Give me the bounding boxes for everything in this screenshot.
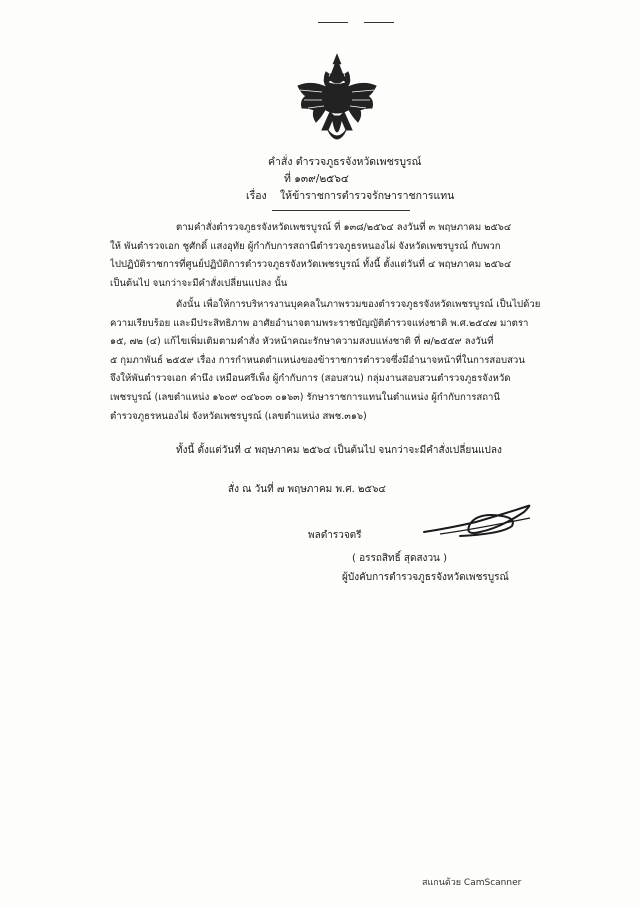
paragraph-line: จึงให้พันตำรวจเอก คำนึง เหมือนศรีเพ็ง ผู้กำกับการ (สอบสวน) กลุ่มงานสอบสวนตำรวจภูธรจังหวัด xyxy=(110,373,511,385)
order-date-line: สั่ง ณ วันที่ ๗ พฤษภาคม พ.ศ. ๒๕๖๔ xyxy=(228,484,386,495)
signature-image xyxy=(420,498,535,540)
signer-name: ( อรรถสิทธิ์ สุดสงวน ) xyxy=(352,553,447,564)
paragraph-line: ความเรียบร้อย และมีประสิทธิภาพ อาศัยอำนาจตามพระราชบัญญัติตำรวจแห่งชาติ พ.ศ.๒๕๔๗ มาตรา xyxy=(110,317,529,329)
signer-rank: พลตำรวจตรี xyxy=(308,530,362,541)
paragraph-line: ๑๕, ๗๒ (๔) แก้ไขเพิ่มเติมตามคำสั่ง หัวหน้าคณะรักษาความสงบแห่งชาติ ที่ ๗/๒๕๕๙ ลงวันที่ xyxy=(110,336,494,348)
header-divider xyxy=(272,210,410,211)
paragraph-line: ดังนั้น เพื่อให้การบริหารงานบุคคลในภาพรวมของตำรวจภูธรจังหวัดเพชรบูรณ์ เป็นไปด้วย xyxy=(176,299,540,310)
subject-label: เรื่อง xyxy=(246,190,267,202)
paragraph-line: เพชรบูรณ์ (เลขตำแหน่ง ๑๖๐๙ ๐๔๖๐๓ ๐๑๖๓) รักษาราชการแทนในตำแหน่ง ผู้กำกับการสถานี xyxy=(110,391,500,403)
order-title: คำสั่ง ตำรวจภูธรจังหวัดเพชรบูรณ์ xyxy=(268,156,422,168)
paragraph-line: ไปปฏิบัติราชการที่ศูนย์ปฏิบัติการตำรวจภูธรจังหวัดเพชรบูรณ์ ทั้งนี้ ตั้งแต่วันที่ ๔ พฤษภาคม ๒๕๖๔ xyxy=(110,259,512,271)
order-number: ที่ ๑๓๙/๒๕๖๔ xyxy=(284,173,349,185)
paragraph-line: เป็นต้นไป จนกว่าจะมีคำสั่งเปลี่ยนแปลง นั้น xyxy=(110,277,288,289)
signer-position: ผู้บังคับการตำรวจภูธรจังหวัดเพชรบูรณ์ xyxy=(342,572,509,583)
top-mark-left xyxy=(318,22,348,23)
paragraph-line: ตามคำสั่งตำรวจภูธรจังหวัดเพชรบูรณ์ ที่ ๑๓๘/๒๕๖๔ ลงวันที่ ๓ พฤษภาคม ๒๕๖๔ xyxy=(176,222,512,233)
subject-line xyxy=(246,190,454,203)
paragraph-line: ตำรวจภูธรหนองไผ่ จังหวัดเพชรบูรณ์ (เลขตำแหน่ง สพช.๓๑๖) xyxy=(110,410,367,422)
scanner-watermark: สแกนด้วย CamScanner xyxy=(422,878,522,888)
effective-date-line: ทั้งนี้ ตั้งแต่วันที่ ๔ พฤษภาคม ๒๕๖๔ เป็นต้นไป จนกว่าจะมีคำสั่งเปลี่ยนแปลง xyxy=(176,445,502,456)
subject-text: ให้ข้าราชการตำรวจรักษาราชการแทน xyxy=(280,190,455,202)
garuda-emblem-icon xyxy=(292,50,382,150)
paragraph-line: ให้ พันตำรวจเอก ชูศักดิ์ แสงอุทัย ผู้กำกับการสถานีตำรวจภูธรหนองไผ่ จังหวัดเพชรบูรณ์ กับพวก xyxy=(110,240,501,252)
top-mark-right xyxy=(364,22,394,23)
paragraph-1 xyxy=(110,219,540,293)
paragraph-2 xyxy=(110,296,540,426)
paragraph-line: ๕ กุมภาพันธ์ ๒๕๕๙ เรื่อง การกำหนดตำแหน่งของข้าราชการตำรวจซึ่งมีอำนาจหน้าที่ในการสอบสวน xyxy=(110,354,525,366)
